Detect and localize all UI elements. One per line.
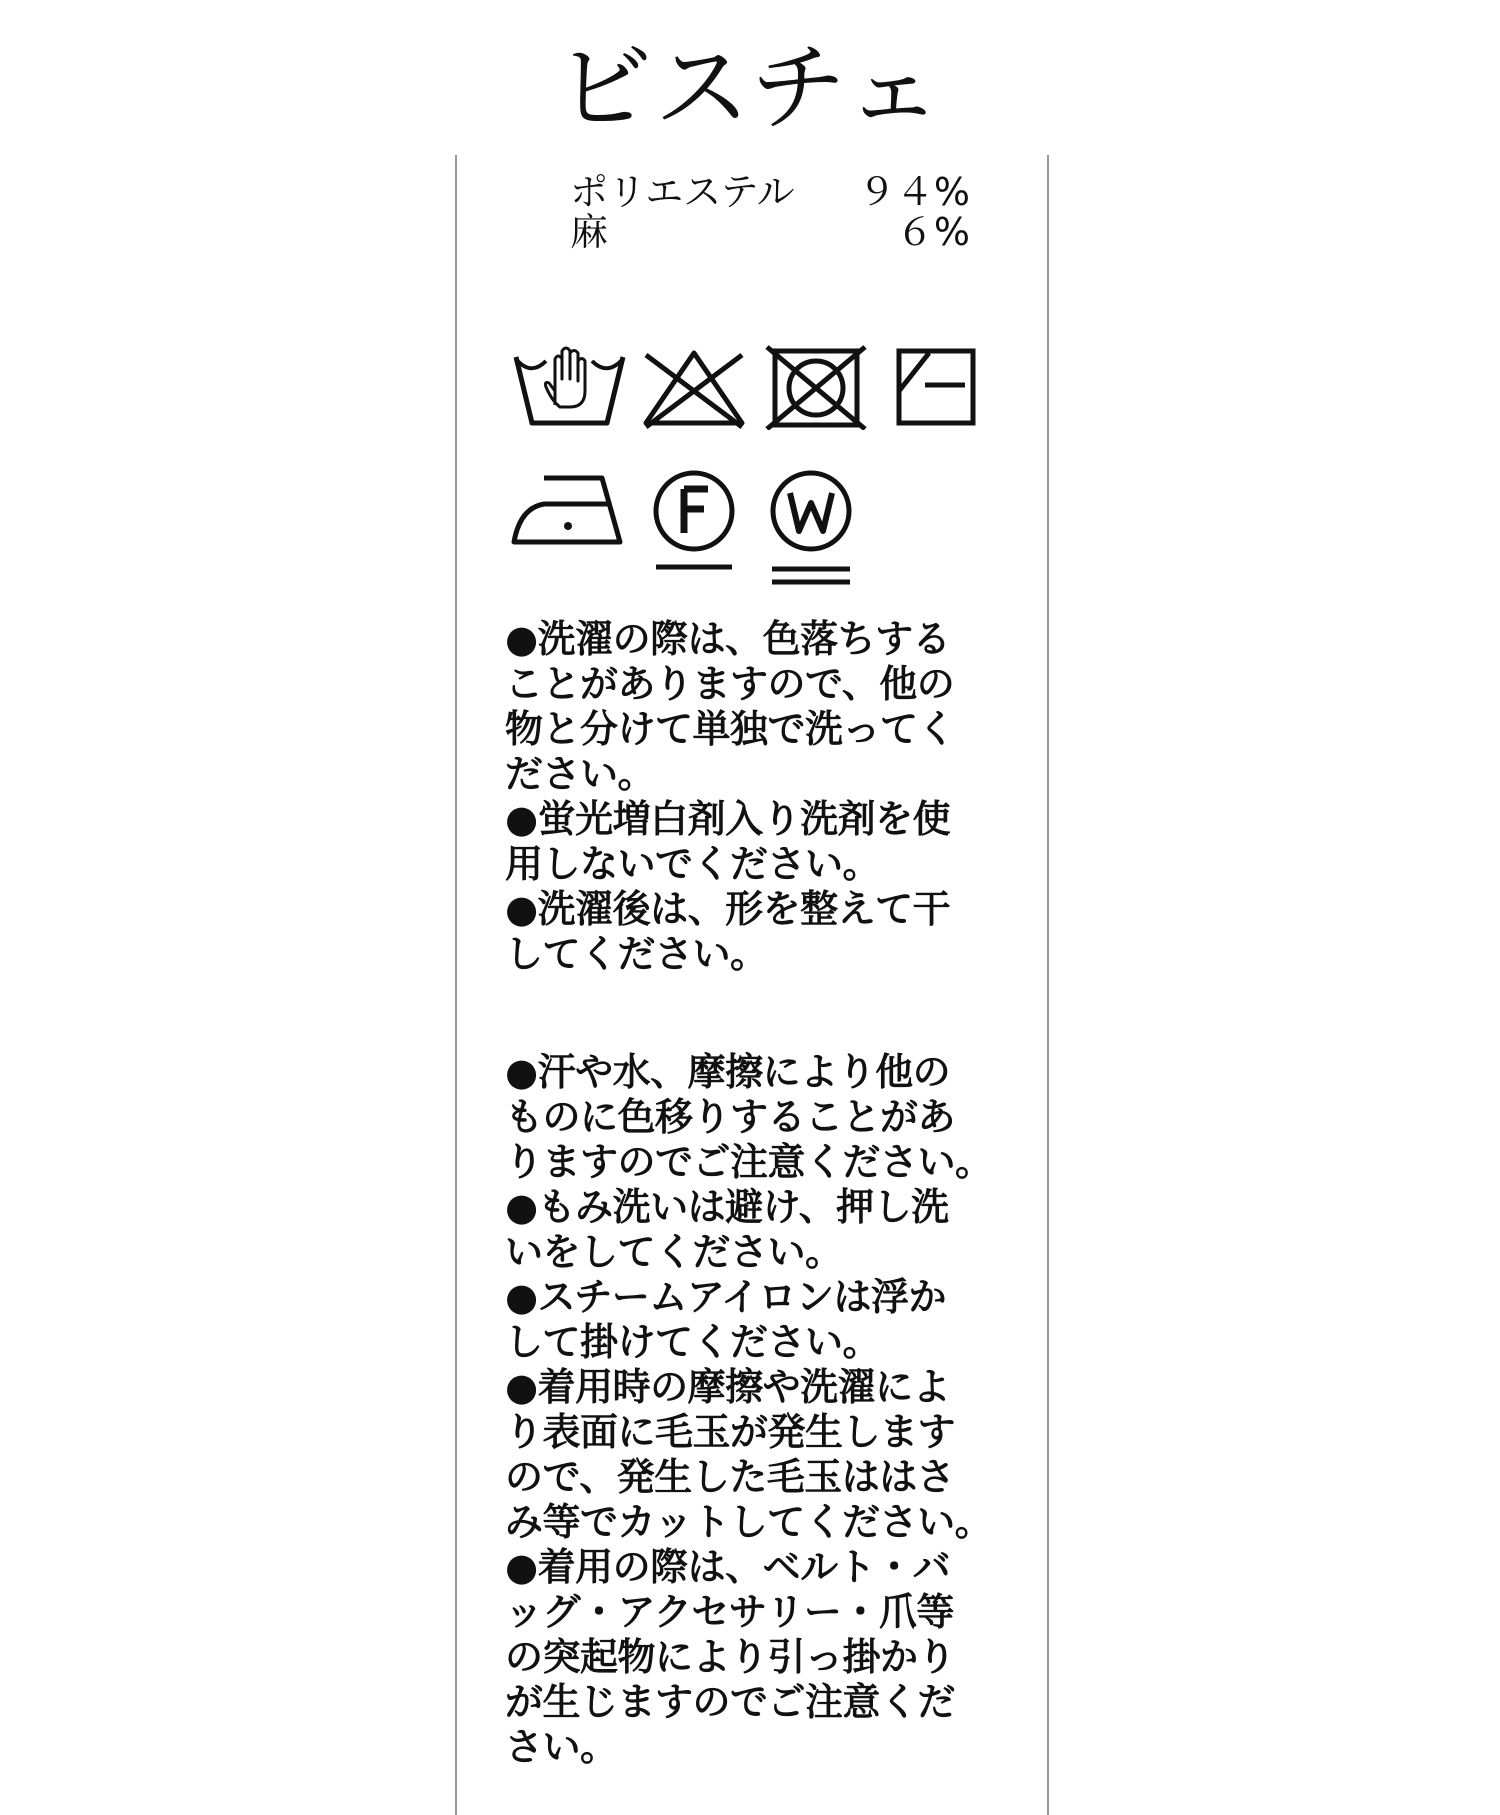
note-line: 物と分けて単独で洗ってく [505, 707, 956, 751]
note-line: してください。 [505, 932, 768, 976]
wet-clean-w-icon [766, 467, 861, 592]
note-line: ●着用の際は、ベルト・バ [505, 1545, 951, 1589]
note-line: 用しないでください。 [505, 842, 881, 886]
fiber-composition [570, 172, 970, 252]
material-percent: ９４% [857, 170, 970, 214]
note-line: り表面に毛玉が発生します [505, 1410, 956, 1454]
note-line: ださい。 [505, 752, 656, 796]
note-line: ●もみ洗いは避け、押し洗 [505, 1185, 949, 1229]
note-line: りますのでご注意ください。 [505, 1140, 993, 1184]
material-percent: ６% [895, 210, 970, 254]
no-tumble-dry-icon [765, 345, 870, 430]
note-line: ●汗や水、摩擦により他の [505, 1050, 951, 1094]
note-line: ●洗濯後は、形を整えて干 [505, 887, 951, 931]
line-dry-shade-icon [895, 345, 980, 430]
material-name: ポリエステル [570, 170, 795, 214]
care-notes-block2 [505, 1050, 1025, 1770]
material-name: 麻 [570, 210, 609, 254]
note-line: ●蛍光増白剤入り洗剤を使 [505, 797, 951, 841]
note-line: ●着用時の摩擦や洗濯によ [505, 1365, 951, 1409]
note-line: ものに色移りすることがあ [505, 1095, 956, 1139]
note-line: ●洗濯の際は、色落ちする [505, 617, 951, 661]
care-notes-block1 [505, 617, 1025, 977]
note-line: いをしてください。 [505, 1230, 843, 1274]
note-line: が生じますのでご注意くだ [505, 1680, 956, 1724]
note-line: して掛けてください。 [505, 1320, 881, 1364]
composition-row [570, 212, 970, 252]
dry-clean-f-icon [650, 467, 740, 579]
product-title: ビスチェ [556, 32, 944, 144]
composition-row [570, 172, 970, 212]
no-bleach-icon [642, 345, 747, 430]
note-line: さい。 [505, 1725, 618, 1769]
hand-wash-icon [512, 345, 627, 435]
note-line: ッグ・アクセサリー・爪等 [505, 1590, 954, 1634]
note-line: ことがありますので、他の [505, 662, 955, 706]
iron-low-icon [510, 470, 630, 555]
care-symbols [510, 345, 990, 595]
note-line: の突起物により引っ掛かり [505, 1635, 956, 1679]
note-line: み等でカットしてください。 [505, 1500, 993, 1544]
note-line: ●スチームアイロンは浮か [505, 1275, 946, 1319]
note-line: ので、発生した毛玉ははさ [505, 1455, 955, 1499]
